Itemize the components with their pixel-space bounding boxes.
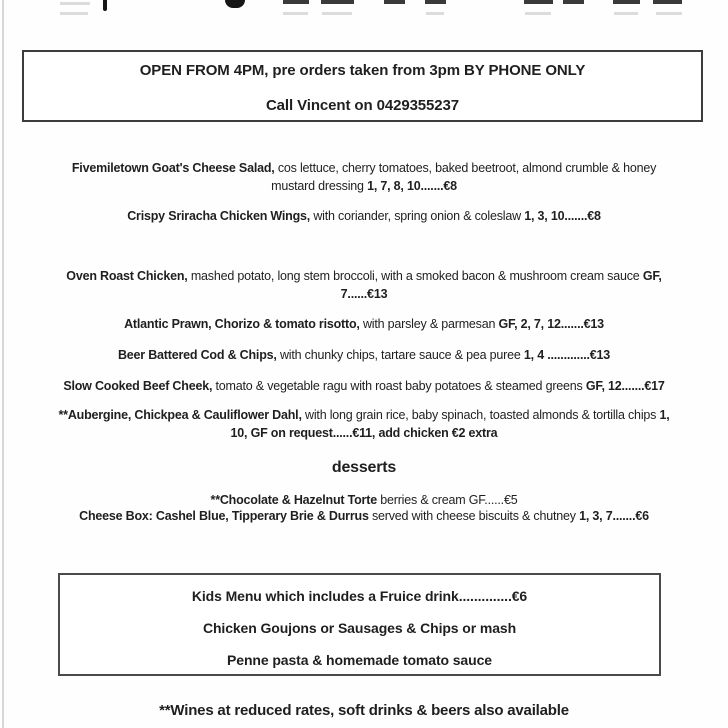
drinks-availability-note: **Wines at reduced rates, soft drinks & beers also available — [159, 702, 569, 719]
kids-menu-option-1: Chicken Goujons or Sausages & Chips or mash — [202, 620, 517, 636]
dish-name: Beer Battered Cod & Chips, — [117, 348, 277, 362]
menu-item — [54, 315, 674, 333]
title-fragment — [656, 12, 682, 15]
dish-name: **Aubergine, Chickpea & Cauliflower Dahl, — [58, 408, 302, 422]
menu-item — [54, 508, 674, 524]
title-fragment — [60, 12, 88, 15]
dish-name: Atlantic Prawn, Chorizo & tomato risotto, — [124, 317, 360, 331]
dish-description: mashed potato, long stem broccoli, with a smoked bacon & mushroom cream sauce — [190, 269, 640, 283]
title-fragment — [384, 0, 405, 4]
title-fragment — [524, 0, 553, 4]
cropped-title-fragments — [0, 0, 728, 16]
kids-menu-box — [58, 573, 661, 676]
dish-name: Cheese Box: Cashel Blue, Tipperary Brie & Durrus — [79, 509, 369, 523]
menu-item — [54, 406, 674, 442]
title-fragment — [525, 12, 551, 15]
dish-name: Crispy Sriracha Chicken Wings, — [127, 209, 311, 223]
dish-price: 1, 7, 8, 10.......€8 — [367, 179, 457, 193]
title-fragment — [283, 12, 308, 15]
title-fragment — [60, 2, 90, 5]
dish-name: Oven Roast Chicken, — [66, 269, 188, 283]
phone-contact-text: Call Vincent on 0429355237 — [265, 97, 460, 114]
dish-description: served with cheese biscuits & chutney — [371, 509, 576, 523]
dish-price: 1, 10, GF on request......€11, add chicken €2 extra — [230, 408, 670, 440]
dish-price: GF, 2, 7, 12.......€13 — [498, 317, 604, 331]
menu-item — [54, 207, 674, 225]
dish-price: 1, 3, 10.......€8 — [524, 209, 601, 223]
dish-description: berries & cream GF......€5 — [380, 493, 518, 507]
dish-name: Fivemiletown Goat's Cheese Salad, — [71, 161, 275, 175]
dish-description: tomato & vegetable ragu with roast baby potatoes & steamed greens — [215, 379, 583, 393]
menu-item — [54, 159, 674, 195]
dish-price: 1, 4 .............€13 — [523, 348, 611, 362]
opening-info-box — [22, 50, 703, 122]
title-fragment — [426, 12, 444, 15]
title-fragment — [321, 0, 354, 4]
title-fragment — [322, 12, 352, 15]
title-fragment — [103, 0, 107, 11]
menu-item — [54, 267, 674, 303]
dish-description: cos lettuce, cherry tomatoes, baked beetroot, almond crumble & honey mustard dressing — [271, 161, 657, 193]
menu-item — [54, 492, 674, 508]
title-fragment — [225, 0, 245, 8]
dish-name: **Chocolate & Hazelnut Torte — [210, 493, 377, 507]
menu-item — [54, 346, 674, 364]
dish-description: with long grain rice, baby spinach, toasted almonds & tortilla chips — [305, 408, 657, 422]
kids-menu-drink-line: Kids Menu which includes a Fruice drink..............€6 — [191, 588, 528, 604]
opening-hours-text: OPEN FROM 4PM, pre orders taken from 3pm BY PHONE ONLY — [139, 62, 586, 79]
kids-menu-option-2: Penne pasta & homemade tomato sauce — [227, 652, 492, 668]
dish-price: GF, 7......€13 — [340, 269, 662, 301]
title-fragment — [563, 0, 584, 4]
dish-name: Slow Cooked Beef Cheek, — [63, 379, 213, 393]
title-fragment — [613, 0, 640, 4]
title-fragment — [653, 0, 682, 4]
desserts-heading: desserts — [331, 459, 397, 476]
dish-price: GF, 12.......€17 — [585, 379, 665, 393]
scan-edge-line — [2, 0, 4, 728]
desserts-list — [54, 492, 674, 524]
title-fragment — [614, 12, 638, 15]
menu-item — [54, 377, 674, 395]
dish-description: with chunky chips, tartare sauce & pea puree — [279, 348, 521, 362]
title-fragment — [425, 0, 446, 4]
title-fragment — [283, 0, 309, 4]
dish-price: 1, 3, 7.......€6 — [579, 509, 649, 523]
dish-description: with coriander, spring onion & coleslaw — [313, 209, 521, 223]
dish-description: with parsley & parmesan — [362, 317, 496, 331]
menu-items-list — [54, 159, 674, 524]
